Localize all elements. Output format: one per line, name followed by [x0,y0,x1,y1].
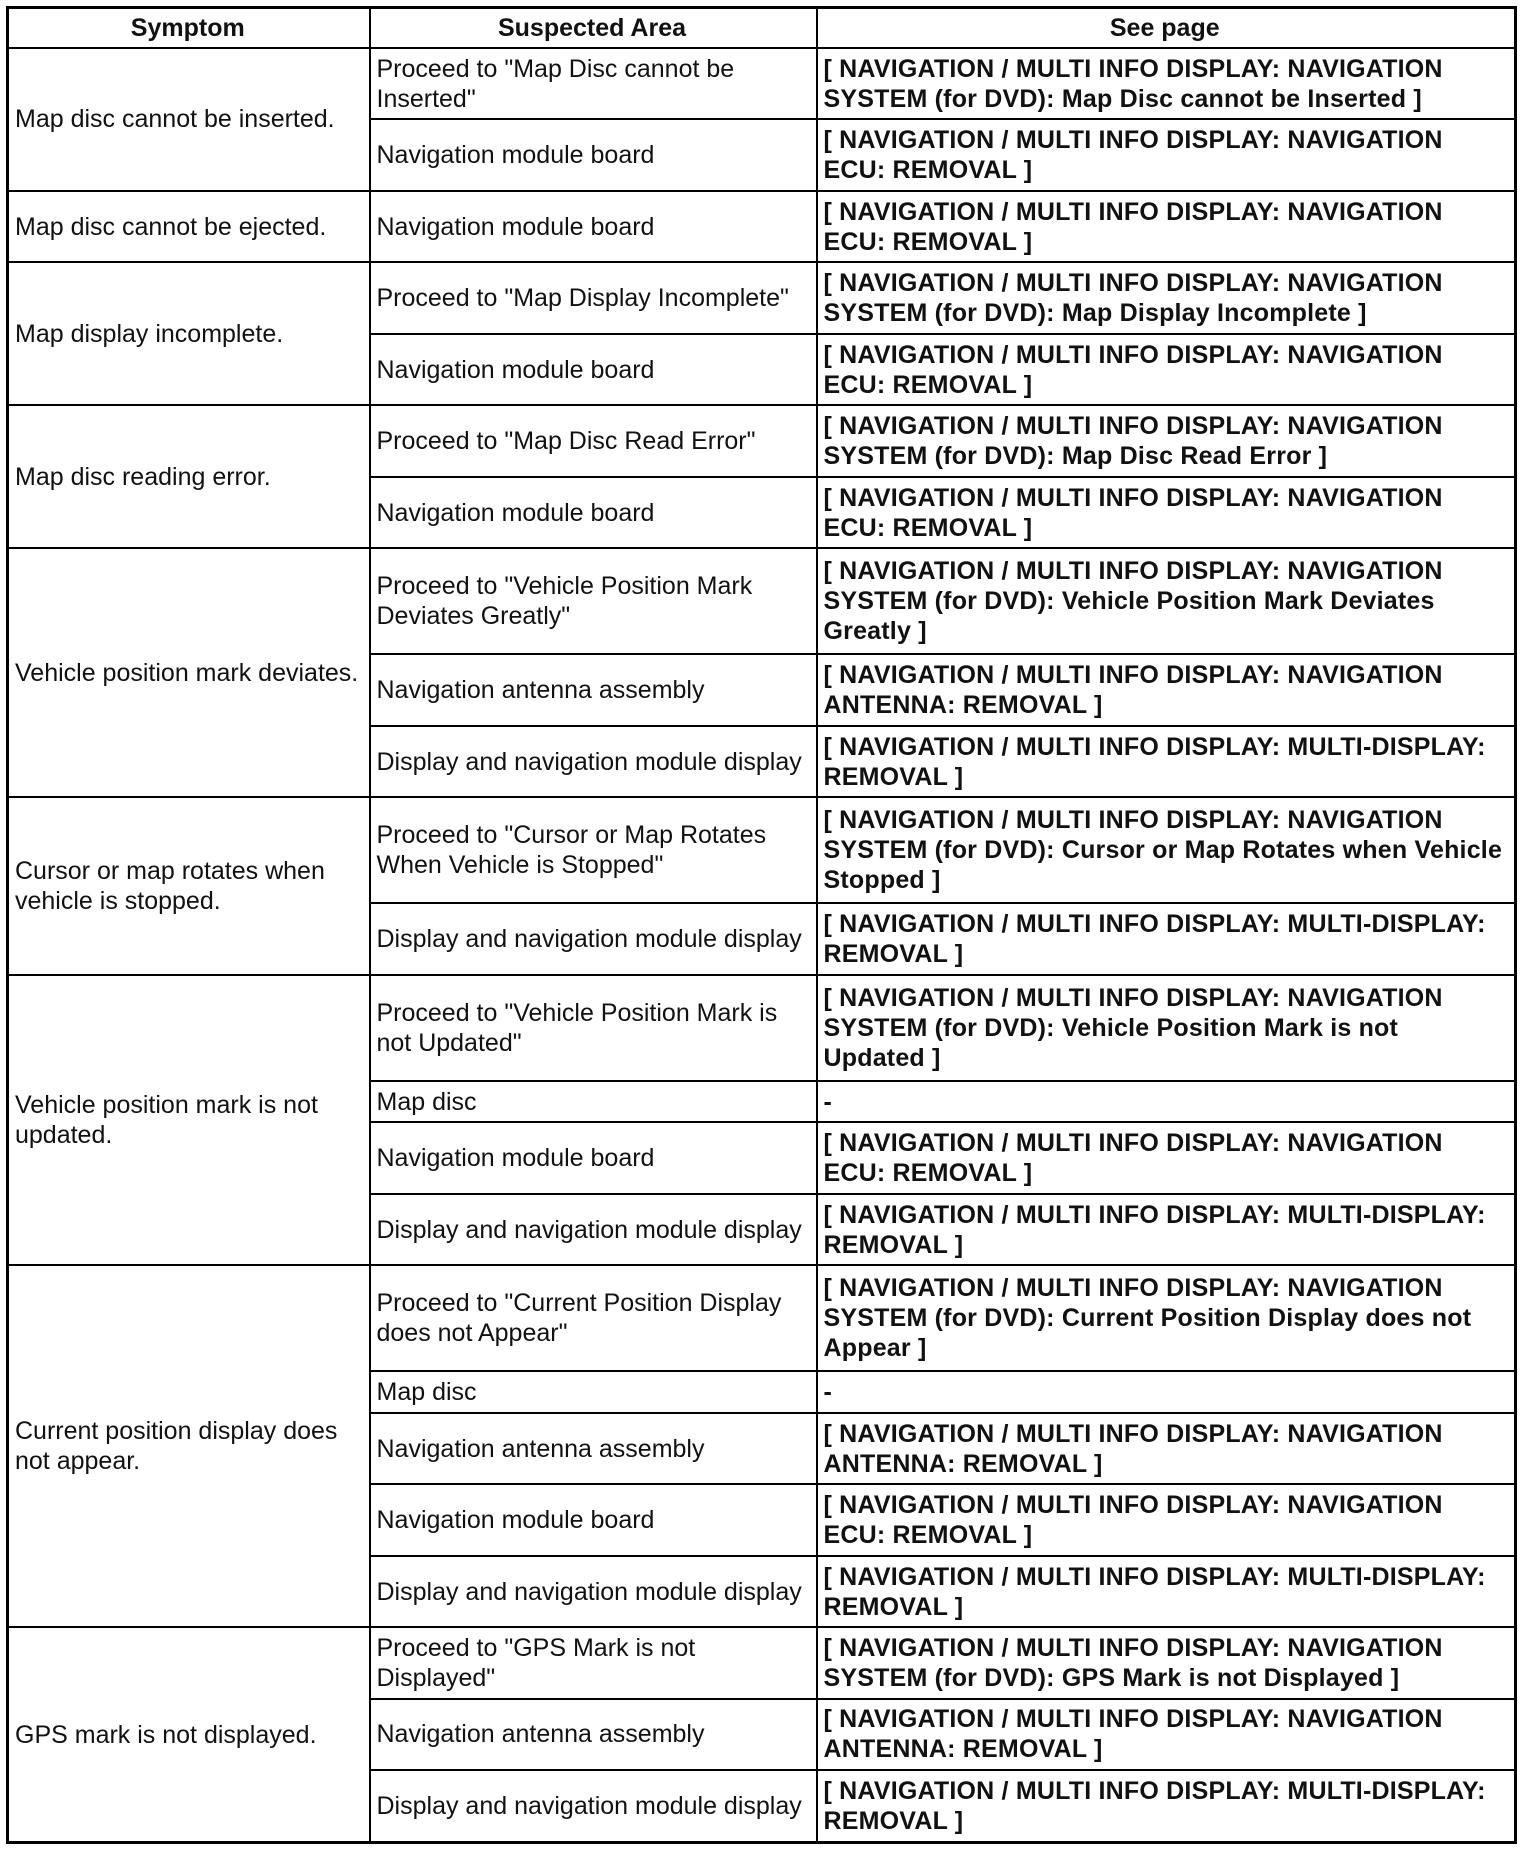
see-page-cell: [ NAVIGATION / MULTI INFO DISPLAY: NAVIGATION SYSTEM (for DVD): Map Display Incomplete ] [817,262,1516,333]
suspected-area-cell: Navigation module board [370,191,817,262]
suspected-area-cell: Navigation module board [370,1484,817,1555]
suspected-area-cell: Navigation module board [370,477,817,548]
suspected-area-cell: Proceed to "Map Display Incomplete" [370,262,817,333]
suspected-area-cell: Navigation module board [370,119,817,190]
table-row [8,1627,1516,1698]
suspected-area-cell: Proceed to "GPS Mark is not Displayed" [370,1627,817,1698]
table-row [8,1265,1516,1371]
suspected-area-cell: Proceed to "Map Disc Read Error" [370,405,817,476]
see-page-cell: [ NAVIGATION / MULTI INFO DISPLAY: MULTI-DISPLAY: REMOVAL ] [817,726,1516,797]
see-page-cell: [ NAVIGATION / MULTI INFO DISPLAY: NAVIGATION ECU: REMOVAL ] [817,1122,1516,1193]
suspected-area-cell: Navigation module board [370,1122,817,1193]
table-row [8,262,1516,333]
symptom-cell: Map display incomplete. [8,262,370,405]
suspected-area-cell: Proceed to "Current Position Display does not Appear" [370,1265,817,1371]
see-page-cell: [ NAVIGATION / MULTI INFO DISPLAY: MULTI-DISPLAY: REMOVAL ] [817,1194,1516,1265]
suspected-area-cell: Map disc [370,1081,817,1123]
see-page-cell: [ NAVIGATION / MULTI INFO DISPLAY: NAVIGATION ANTENNA: REMOVAL ] [817,1413,1516,1484]
symptom-table [6,6,1517,1844]
symptom-cell: Vehicle position mark deviates. [8,548,370,797]
table-row [8,191,1516,262]
table-row [8,48,1516,119]
suspected-area-cell: Display and navigation module display [370,726,817,797]
table-row [8,797,1516,903]
table-body [8,48,1516,1843]
suspected-area-cell: Display and navigation module display [370,1770,817,1842]
suspected-area-cell: Proceed to "Map Disc cannot be Inserted" [370,48,817,119]
table-row [8,548,1516,654]
suspected-area-cell: Display and navigation module display [370,1556,817,1627]
suspected-area-cell: Map disc [370,1371,817,1413]
see-page-cell: - [817,1371,1516,1413]
symptom-cell: Cursor or map rotates when vehicle is stopped. [8,797,370,975]
see-page-cell: [ NAVIGATION / MULTI INFO DISPLAY: NAVIGATION ECU: REMOVAL ] [817,119,1516,190]
suspected-area-cell: Proceed to "Vehicle Position Mark is not Updated" [370,975,817,1081]
header-see-page: See page [817,8,1516,49]
symptom-cell: GPS mark is not displayed. [8,1627,370,1842]
see-page-cell: [ NAVIGATION / MULTI INFO DISPLAY: NAVIGATION ANTENNA: REMOVAL ] [817,654,1516,725]
symptom-cell: Map disc cannot be ejected. [8,191,370,262]
header-symptom: Symptom [8,8,370,49]
see-page-cell: [ NAVIGATION / MULTI INFO DISPLAY: NAVIGATION SYSTEM (for DVD): Vehicle Position Mark is not Updated ] [817,975,1516,1081]
symptom-cell: Vehicle position mark is not updated. [8,975,370,1266]
suspected-area-cell: Display and navigation module display [370,1194,817,1265]
header-suspected-area: Suspected Area [370,8,817,49]
see-page-cell: [ NAVIGATION / MULTI INFO DISPLAY: NAVIGATION SYSTEM (for DVD): GPS Mark is not Displayed ] [817,1627,1516,1698]
suspected-area-cell: Navigation antenna assembly [370,1413,817,1484]
suspected-area-cell: Navigation antenna assembly [370,1699,817,1770]
see-page-cell: [ NAVIGATION / MULTI INFO DISPLAY: NAVIGATION SYSTEM (for DVD): Cursor or Map Rotates when Vehicle Stopped ] [817,797,1516,903]
suspected-area-cell: Navigation module board [370,334,817,405]
see-page-cell: - [817,1081,1516,1123]
see-page-cell: [ NAVIGATION / MULTI INFO DISPLAY: NAVIGATION SYSTEM (for DVD): Map Disc cannot be Inserted ] [817,48,1516,119]
suspected-area-cell: Display and navigation module display [370,903,817,974]
see-page-cell: [ NAVIGATION / MULTI INFO DISPLAY: MULTI-DISPLAY: REMOVAL ] [817,903,1516,974]
header-row [8,8,1516,49]
symptom-cell: Map disc cannot be inserted. [8,48,370,191]
see-page-cell: [ NAVIGATION / MULTI INFO DISPLAY: MULTI-DISPLAY: REMOVAL ] [817,1770,1516,1842]
see-page-cell: [ NAVIGATION / MULTI INFO DISPLAY: NAVIGATION ECU: REMOVAL ] [817,1484,1516,1555]
table-row [8,405,1516,476]
see-page-cell: [ NAVIGATION / MULTI INFO DISPLAY: NAVIGATION SYSTEM (for DVD): Map Disc Read Error ] [817,405,1516,476]
table-row [8,975,1516,1081]
suspected-area-cell: Navigation antenna assembly [370,654,817,725]
symptom-cell: Map disc reading error. [8,405,370,548]
suspected-area-cell: Proceed to "Cursor or Map Rotates When Vehicle is Stopped" [370,797,817,903]
suspected-area-cell: Proceed to "Vehicle Position Mark Deviates Greatly" [370,548,817,654]
see-page-cell: [ NAVIGATION / MULTI INFO DISPLAY: NAVIGATION ECU: REMOVAL ] [817,334,1516,405]
see-page-cell: [ NAVIGATION / MULTI INFO DISPLAY: NAVIGATION ECU: REMOVAL ] [817,477,1516,548]
see-page-cell: [ NAVIGATION / MULTI INFO DISPLAY: MULTI-DISPLAY: REMOVAL ] [817,1556,1516,1627]
see-page-cell: [ NAVIGATION / MULTI INFO DISPLAY: NAVIGATION ANTENNA: REMOVAL ] [817,1699,1516,1770]
see-page-cell: [ NAVIGATION / MULTI INFO DISPLAY: NAVIGATION SYSTEM (for DVD): Vehicle Position Mark Deviates Greatly ] [817,548,1516,654]
see-page-cell: [ NAVIGATION / MULTI INFO DISPLAY: NAVIGATION SYSTEM (for DVD): Current Position Display does not Appear ] [817,1265,1516,1371]
symptom-cell: Current position display does not appear. [8,1265,370,1627]
see-page-cell: [ NAVIGATION / MULTI INFO DISPLAY: NAVIGATION ECU: REMOVAL ] [817,191,1516,262]
